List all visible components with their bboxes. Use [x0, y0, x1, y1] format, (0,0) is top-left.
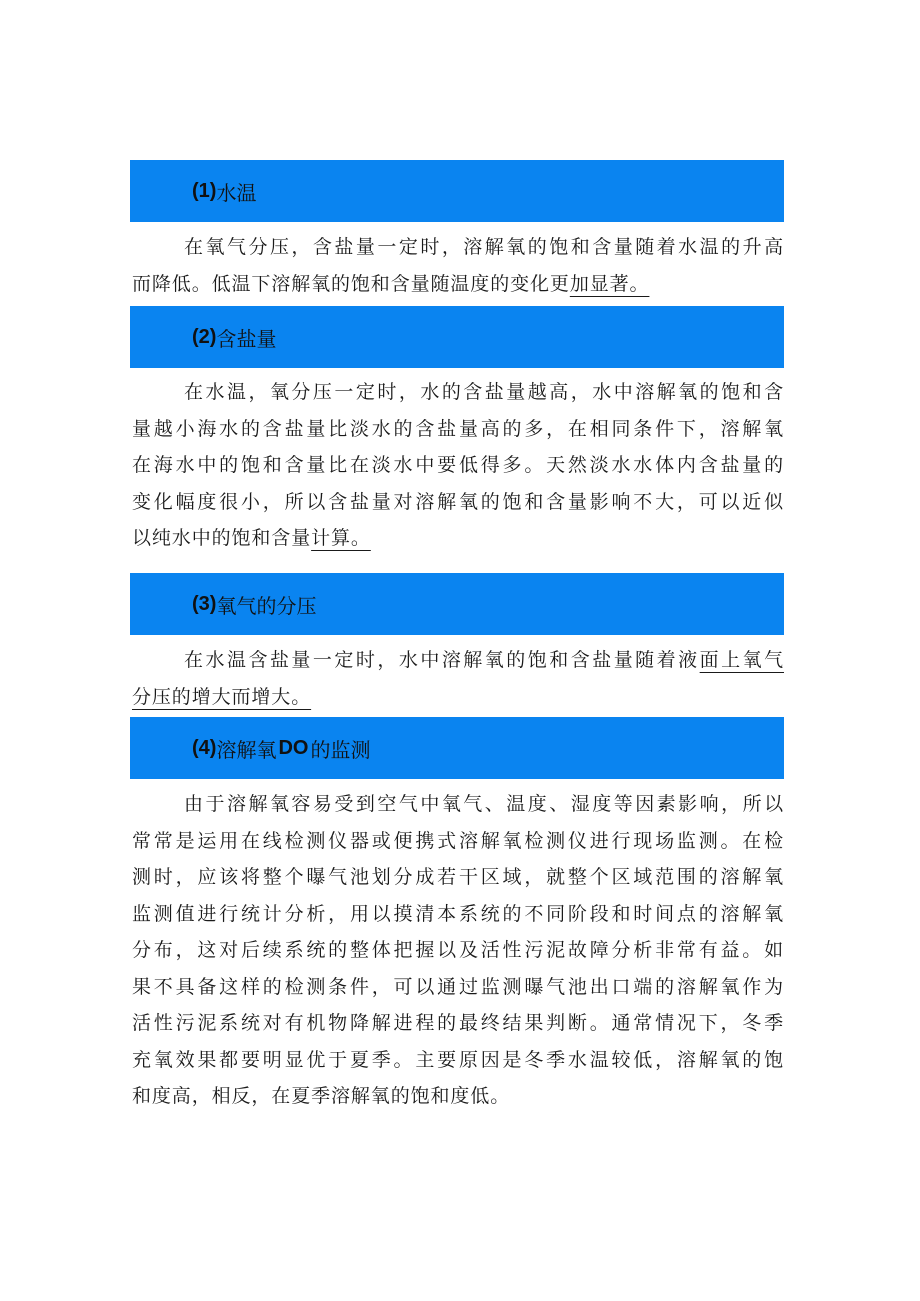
- heading-title: 水温: [216, 180, 257, 205]
- text-line: 果不具备这样的检测条件，可以通过监测曝气池出口端的溶解氧作为: [132, 975, 784, 998]
- heading-number: (3): [192, 592, 217, 615]
- text-line-content: 而降低。低温下溶解氧的饱和含量随温度的变化更: [132, 272, 570, 295]
- section-heading-water-temperature: [130, 160, 784, 222]
- heading-tail: 的监测: [310, 737, 371, 762]
- text-line: [132, 642, 784, 679]
- underlined-text: 面上氧气: [699, 649, 784, 671]
- paragraph-water-temperature: [132, 229, 784, 302]
- text-line: 在氧气分压，含盐量一定时，溶解氧的饱和含量随着水温的升高: [184, 236, 784, 258]
- text-line: 活性污泥系统对有机物降解进程的最终结果判断。通常情况下，冬季: [132, 1012, 784, 1034]
- underlined-text: 计算。: [311, 527, 371, 549]
- text-line: [132, 520, 784, 557]
- heading-number: (4): [192, 736, 217, 759]
- text-line: 常常是运用在线检测仪器或便携式溶解氧检测仪进行现场监测。在检: [132, 829, 784, 852]
- section-heading-salinity: [130, 306, 784, 368]
- text-line: 由于溶解氧容易受到空气中氧气、温度、湿度等因素影响，所以: [184, 793, 784, 815]
- text-line: 在水温，氧分压一定时，水的含盐量越高，水中溶解氧的饱和含: [184, 381, 784, 403]
- text-line: 监测值进行统计分析，用以摸清本系统的不同阶段和时间点的溶解氧: [132, 902, 784, 925]
- text-line: 和度高，相反，在夏季溶解氧的饱和度低。: [132, 1085, 511, 1107]
- text-line: 充氧效果都要明显优于夏季。主要原因是冬季水温较低，溶解氧的饱: [132, 1048, 784, 1071]
- text-line: 量越小海水的含盐量比淡水的含盐量高的多，在相同条件下，溶解氧: [132, 417, 784, 440]
- text-line-content: 在水温含盐量一定时，水中溶解氧的饱和含盐量随着液: [184, 649, 700, 671]
- underlined-text: 加显著。: [569, 272, 650, 295]
- paragraph-do-monitoring: [132, 786, 784, 1115]
- section-heading-do-monitoring: [130, 717, 784, 779]
- underlined-text: 分压的增大而增大。: [132, 685, 312, 708]
- text-line: [132, 679, 784, 716]
- heading-number: (1): [192, 179, 217, 202]
- paragraph-salinity: [132, 374, 784, 557]
- text-line: 分布，这对后续系统的整体把握以及活性污泥故障分析非常有益。如: [132, 939, 784, 961]
- paragraph-oxygen-partial-pressure: [132, 642, 784, 715]
- text-line: 变化幅度很小，所以含盐量对溶解氧的饱和含量影响不大，可以近似: [132, 490, 784, 513]
- heading-title: 含盐量: [216, 326, 277, 351]
- text-line: 测时，应该将整个曝气池划分成若干区域，就整个区域范围的溶解氧: [132, 866, 784, 888]
- heading-title: 氧气的分压: [216, 593, 317, 618]
- heading-number: (2): [192, 325, 217, 348]
- text-line: 在海水中的饱和含量比在淡水中要低得多。天然淡水水体内含盐量的: [132, 454, 784, 476]
- text-line-content: 以纯水中的饱和含量: [132, 527, 312, 549]
- text-line: [132, 266, 784, 303]
- section-heading-oxygen-partial-pressure: [130, 573, 784, 635]
- heading-title: 溶解氧: [216, 737, 277, 762]
- heading-latin: DO: [278, 736, 309, 759]
